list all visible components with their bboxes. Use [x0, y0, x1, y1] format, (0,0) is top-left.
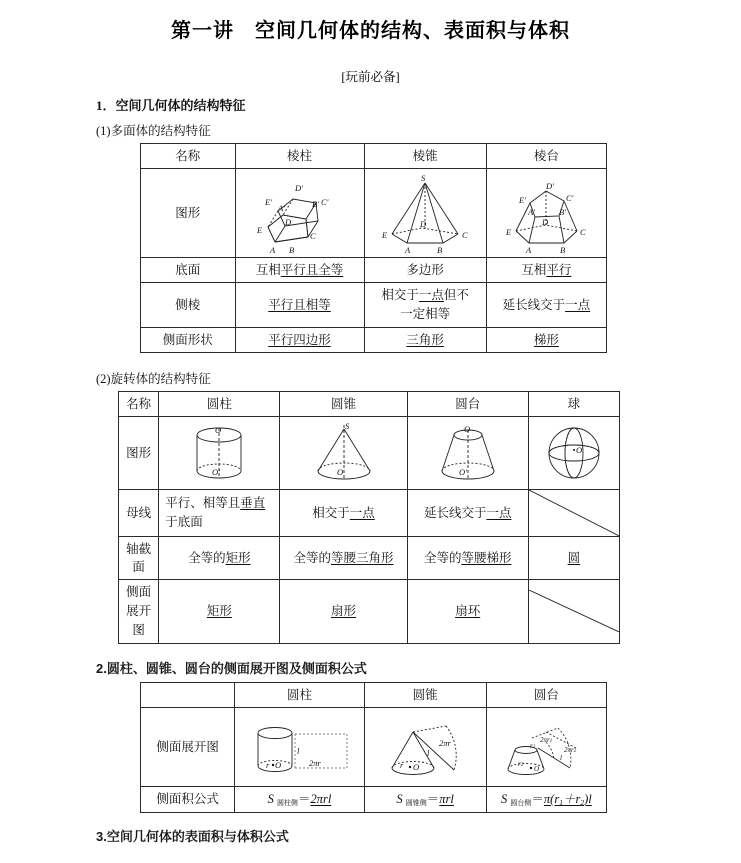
svg-text:r1: r1 [530, 741, 536, 750]
svg-text:D': D' [546, 181, 555, 192]
svg-text:B: B [437, 245, 443, 256]
solids-of-revolution-table [118, 391, 620, 644]
cell-development-cone: 扇形 [280, 580, 407, 643]
table-row [119, 537, 620, 580]
svg-text:O: O [274, 759, 282, 770]
svg-text:O': O' [458, 467, 467, 477]
figure-pentagonal-prism [235, 169, 364, 258]
svg-text:C: C [309, 231, 316, 242]
cell-formula-frustum: S $_{圆台侧}$＝π(r1＋r2)l [486, 786, 606, 812]
row-label-lateral-area-formula: 侧面积公式 [141, 786, 235, 812]
row-label-lateral-development: 侧面展开图 [141, 707, 235, 786]
figure-cylinder-unrolled [235, 707, 364, 786]
table-row [141, 707, 607, 786]
cell-shape-pyramid: 三角形 [364, 327, 486, 352]
svg-text:A': A' [277, 203, 285, 214]
table-header-row [119, 391, 620, 416]
header-cell-cone: 圆锥 [364, 682, 486, 707]
figure-cone [280, 417, 407, 490]
svg-text:O: O [534, 764, 540, 773]
svg-text:S: S [421, 173, 426, 184]
cell-generatrix-sphere-empty [528, 490, 619, 537]
cell-edge-pyramid: 相交于一点但不 一定相等 [364, 283, 486, 328]
cell-generatrix-cylinder: 平行、相等且垂直 于底面 [159, 490, 280, 537]
svg-text:O: O [413, 761, 420, 772]
figure-pentagonal-frustum [486, 169, 606, 258]
svg-text:D: D [542, 217, 549, 228]
svg-text:A: A [526, 245, 532, 256]
figure-sphere [528, 417, 619, 490]
svg-text:C: C [462, 230, 468, 241]
svg-text:E': E' [264, 197, 272, 208]
svg-text:O': O' [212, 467, 221, 477]
svg-text:E': E' [519, 195, 527, 206]
svg-text:l: l [560, 753, 563, 762]
page-subtitle: [玩前必备] [341, 70, 400, 84]
svg-text:r: r [265, 759, 270, 770]
section-3-heading: 3.空间几何体的表面积与体积公式 [96, 828, 289, 844]
header-cell-cylinder: 圆柱 [235, 682, 364, 707]
cell-axial-cylinder: 全等的矩形 [159, 537, 280, 580]
figure-frustum-unrolled [486, 707, 606, 786]
header-cell-prism: 棱柱 [235, 144, 364, 169]
cell-axial-sphere: 圆 [528, 537, 619, 580]
header-cell-frustum: 圆台 [486, 682, 606, 707]
svg-text:S: S [344, 421, 349, 431]
section-2-heading: 2.圆柱、圆锥、圆台的侧面展开图及侧面积公式 [96, 660, 367, 676]
table-header-row [141, 682, 607, 707]
svg-text:D: D [284, 217, 291, 228]
svg-text:C: C [580, 227, 587, 238]
cell-development-sphere-empty [528, 580, 619, 643]
header-cell-frustum: 棱台 [486, 144, 606, 169]
figure-pentagonal-pyramid [364, 169, 486, 258]
header-cell-sphere: 球 [528, 391, 619, 416]
section-1-sub-2-heading: (2)旋转体的结构特征 [96, 371, 211, 386]
svg-text:B: B [560, 245, 566, 256]
header-cell-cylinder: 圆柱 [159, 391, 280, 416]
table-header-row [141, 144, 607, 169]
cell-development-frustum: 扇环 [407, 580, 528, 643]
table-row [119, 490, 620, 537]
svg-text:O: O [463, 424, 470, 434]
header-cell-name: 名称 [119, 391, 159, 416]
svg-text:O: O [575, 445, 583, 455]
table-row [119, 580, 620, 643]
row-label-lateral-edge: 侧棱 [141, 283, 236, 328]
svg-text:O: O [215, 425, 222, 435]
cell-edge-frustum: 延长线交于一点 [486, 283, 606, 328]
cell-shape-prism: 平行四边形 [235, 327, 364, 352]
svg-text:A: A [405, 245, 411, 256]
figure-cone-unrolled [364, 707, 486, 786]
page-title: 第一讲 空间几何体的结构、表面积与体积 [171, 20, 570, 42]
svg-text:E: E [256, 225, 262, 236]
row-label-generatrix: 母线 [119, 490, 159, 537]
svg-text:2πr: 2πr [439, 737, 451, 748]
lateral-area-formula-table [140, 682, 607, 813]
cell-shape-frustum: 梯形 [486, 327, 606, 352]
svg-text:B': B' [559, 207, 567, 218]
svg-text:r: r [400, 759, 404, 770]
cell-base-prism: 互相平行且全等 [235, 258, 364, 283]
svg-text:D: D [420, 219, 427, 230]
header-cell-cone: 圆锥 [280, 391, 407, 416]
header-cell-name: 名称 [141, 144, 236, 169]
cell-axial-cone: 全等的等腰三角形 [280, 537, 407, 580]
cell-formula-cylinder: S $_{圆柱侧}$＝2πrl [235, 786, 364, 812]
svg-text:A: A [269, 245, 275, 256]
table-row [141, 258, 607, 283]
cell-generatrix-cone: 相交于一点 [280, 490, 407, 537]
svg-text:E: E [382, 230, 388, 241]
svg-text:2πr1: 2πr1 [540, 735, 553, 744]
polyhedra-table [140, 143, 607, 353]
header-cell-frustum: 圆台 [407, 391, 528, 416]
cell-axial-frustum: 全等的等腰梯形 [407, 537, 528, 580]
svg-text:C': C' [566, 193, 574, 204]
row-label-figure: 图形 [119, 417, 159, 490]
svg-text:l: l [296, 745, 300, 756]
cell-development-cylinder: 矩形 [159, 580, 280, 643]
cell-edge-prism: 平行且相等 [235, 283, 364, 328]
svg-text:l: l [427, 747, 430, 758]
section-1-heading: 1．空间几何体的结构特征 [96, 98, 246, 113]
table-row [141, 327, 607, 352]
row-label-lateral-shape: 侧面形状 [141, 327, 236, 352]
figure-circular-frustum [407, 417, 528, 490]
svg-text:B: B [288, 245, 294, 256]
cell-base-frustum: 互相平行 [486, 258, 606, 283]
table-row [141, 786, 607, 812]
header-cell-pyramid: 棱锥 [364, 144, 486, 169]
svg-text:A': A' [528, 207, 536, 218]
table-row [141, 283, 607, 328]
row-label-base: 底面 [141, 258, 236, 283]
row-label-axial-section: 轴截面 [119, 537, 159, 580]
cell-generatrix-frustum: 延长线交于一点 [407, 490, 528, 537]
figure-cylinder [159, 417, 280, 490]
row-label-figure: 图形 [141, 169, 236, 258]
svg-text:2πr2: 2πr2 [564, 745, 577, 754]
svg-text:D': D' [294, 183, 303, 194]
cell-formula-cone: S $_{圆锥侧}$＝πrl [364, 786, 486, 812]
svg-text:r2: r2 [518, 759, 524, 768]
section-1-sub-1-heading: (1)多面体的结构特征 [96, 124, 211, 138]
table-row [141, 169, 607, 258]
row-label-lateral-development: 侧面 展开图 [119, 580, 159, 643]
svg-text:E: E [506, 227, 512, 238]
svg-text:B': B' [311, 199, 319, 210]
header-cell-empty [141, 682, 235, 707]
svg-text:O: O [336, 467, 343, 477]
svg-text:2πr: 2πr [308, 757, 321, 768]
cell-base-pyramid: 多边形 [364, 258, 486, 283]
svg-text:C': C' [320, 197, 329, 208]
table-row [119, 417, 620, 490]
